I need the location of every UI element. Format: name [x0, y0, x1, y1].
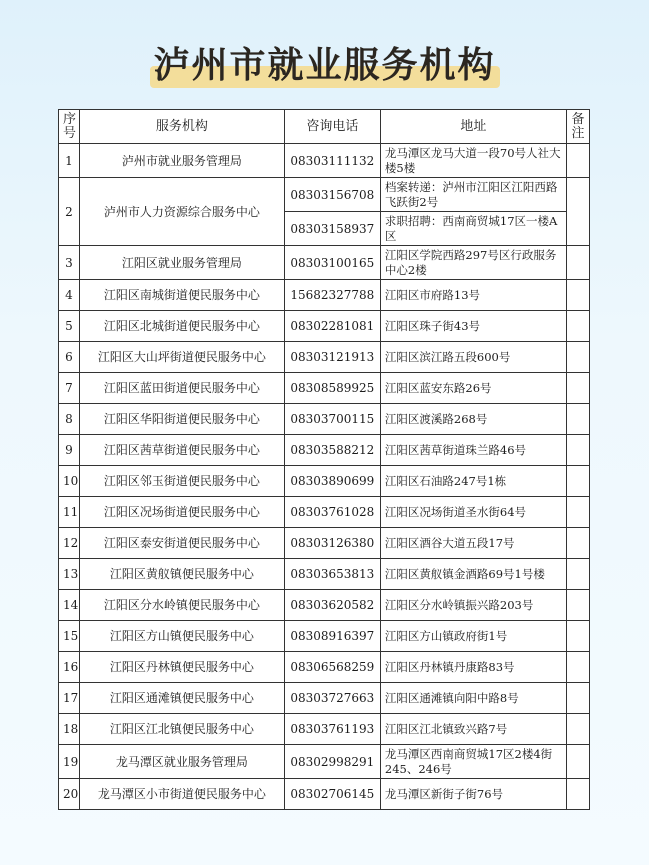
- table-row: [59, 178, 590, 212]
- cell-org: 江阳区黄舣镇便民服务中心: [79, 559, 284, 590]
- cell-seq: 5: [59, 311, 80, 342]
- cell-note: [566, 373, 589, 404]
- table-row: [59, 342, 590, 373]
- title-area: [0, 38, 649, 98]
- cell-org: 江阳区丹林镇便民服务中心: [79, 652, 284, 683]
- table-row: [59, 144, 590, 178]
- cell-org: 江阳区况场街道便民服务中心: [79, 497, 284, 528]
- cell-note: [566, 745, 589, 779]
- cell-tel: 08303126380: [284, 528, 380, 559]
- table-row: [59, 435, 590, 466]
- cell-org: 江阳区华阳街道便民服务中心: [79, 404, 284, 435]
- cell-seq: 4: [59, 280, 80, 311]
- cell-tel: 15682327788: [284, 280, 380, 311]
- cell-addr: 江阳区方山镇政府街1号: [380, 621, 566, 652]
- cell-org: 江阳区方山镇便民服务中心: [79, 621, 284, 652]
- cell-addr: 江阳区况场街道圣水街64号: [380, 497, 566, 528]
- table-row: [59, 779, 590, 810]
- cell-tel: 08303588212: [284, 435, 380, 466]
- cell-seq: 1: [59, 144, 80, 178]
- table-row: [59, 404, 590, 435]
- cell-addr: 龙马潭区龙马大道一段70号人社大楼5楼: [380, 144, 566, 178]
- cell-note: [566, 280, 589, 311]
- cell-tel: 08303653813: [284, 559, 380, 590]
- table-row: [59, 621, 590, 652]
- cell-tel: 08303100165: [284, 246, 380, 280]
- cell-addr: 江阳区通滩镇向阳中路8号: [380, 683, 566, 714]
- cell-note: [566, 342, 589, 373]
- cell-seq: 20: [59, 779, 80, 810]
- cell-org: 江阳区泰安街道便民服务中心: [79, 528, 284, 559]
- cell-tel: 08303158937: [284, 212, 380, 246]
- table-row: [59, 652, 590, 683]
- cell-addr: 江阳区茜草街道珠兰路46号: [380, 435, 566, 466]
- cell-tel: 08303111132: [284, 144, 380, 178]
- cell-seq: 9: [59, 435, 80, 466]
- cell-note: [566, 683, 589, 714]
- cell-seq: 10: [59, 466, 80, 497]
- cell-tel: 08303700115: [284, 404, 380, 435]
- header-tel: 咨询电话: [284, 110, 380, 144]
- cell-tel: 08308589925: [284, 373, 380, 404]
- cell-addr: 江阳区酒谷大道五段17号: [380, 528, 566, 559]
- cell-addr: 江阳区滨江路五段600号: [380, 342, 566, 373]
- cell-tel: 08303620582: [284, 590, 380, 621]
- cell-seq: 7: [59, 373, 80, 404]
- cell-addr: 龙马潭区西南商贸城17区2楼4街245、246号: [380, 745, 566, 779]
- cell-note: [566, 621, 589, 652]
- table-row: [59, 497, 590, 528]
- cell-note: [566, 714, 589, 745]
- cell-org: 江阳区大山坪街道便民服务中心: [79, 342, 284, 373]
- cell-tel: 08303121913: [284, 342, 380, 373]
- cell-seq: 11: [59, 497, 80, 528]
- table-row: [59, 466, 590, 497]
- cell-seq: 18: [59, 714, 80, 745]
- cell-addr: 江阳区黄舣镇金酒路69号1号楼: [380, 559, 566, 590]
- cell-tel: 08306568259: [284, 652, 380, 683]
- cell-addr: 江阳区石油路247号1栋: [380, 466, 566, 497]
- cell-seq: 15: [59, 621, 80, 652]
- cell-seq: 17: [59, 683, 80, 714]
- cell-tel: 08303727663: [284, 683, 380, 714]
- cell-org: 泸州市人力资源综合服务中心: [79, 178, 284, 246]
- cell-note: [566, 246, 589, 280]
- cell-tel: 08303156708: [284, 178, 380, 212]
- cell-org: 江阳区通滩镇便民服务中心: [79, 683, 284, 714]
- header-addr: 地址: [380, 110, 566, 144]
- cell-addr: 江阳区市府路13号: [380, 280, 566, 311]
- cell-org: 泸州市就业服务管理局: [79, 144, 284, 178]
- cell-addr: 江阳区蓝安东路26号: [380, 373, 566, 404]
- cell-seq: 6: [59, 342, 80, 373]
- cell-seq: 19: [59, 745, 80, 779]
- cell-org: 龙马潭区就业服务管理局: [79, 745, 284, 779]
- cell-addr: 江阳区江北镇致兴路7号: [380, 714, 566, 745]
- cell-note: [566, 435, 589, 466]
- cell-seq: 8: [59, 404, 80, 435]
- cell-note: [566, 144, 589, 178]
- cell-org: 江阳区南城街道便民服务中心: [79, 280, 284, 311]
- table-row: [59, 745, 590, 779]
- table-row: [59, 714, 590, 745]
- table-row: [59, 559, 590, 590]
- cell-note: [566, 779, 589, 810]
- cell-note: [566, 178, 589, 246]
- header-seq: 序号: [59, 110, 80, 144]
- cell-note: [566, 497, 589, 528]
- cell-org: 龙马潭区小市街道便民服务中心: [79, 779, 284, 810]
- cell-note: [566, 404, 589, 435]
- header-note: 备注: [566, 110, 589, 144]
- cell-tel: 08303890699: [284, 466, 380, 497]
- cell-seq: 16: [59, 652, 80, 683]
- cell-tel: 08302281081: [284, 311, 380, 342]
- cell-addr: 江阳区珠子街43号: [380, 311, 566, 342]
- cell-seq: 14: [59, 590, 80, 621]
- table-row: [59, 528, 590, 559]
- cell-addr: 档案转递：泸州市江阳区江阳西路飞跃街2号: [380, 178, 566, 212]
- page-title: 泸州市就业服务机构: [153, 45, 496, 86]
- table-row: [59, 246, 590, 280]
- cell-org: 江阳区分水岭镇便民服务中心: [79, 590, 284, 621]
- cell-org: 江阳区就业服务管理局: [79, 246, 284, 280]
- cell-note: [566, 528, 589, 559]
- cell-addr: 龙马潭区新街子街76号: [380, 779, 566, 810]
- cell-note: [566, 559, 589, 590]
- table-row: [59, 590, 590, 621]
- table-row: [59, 311, 590, 342]
- table-row: [59, 280, 590, 311]
- cell-note: [566, 590, 589, 621]
- cell-tel: 08302998291: [284, 745, 380, 779]
- agency-table: [58, 109, 590, 810]
- cell-addr: 江阳区分水岭镇振兴路203号: [380, 590, 566, 621]
- cell-org: 江阳区北城街道便民服务中心: [79, 311, 284, 342]
- cell-note: [566, 311, 589, 342]
- cell-seq: 13: [59, 559, 80, 590]
- table-header-row: [59, 110, 590, 144]
- cell-org: 江阳区蓝田街道便民服务中心: [79, 373, 284, 404]
- cell-tel: 08303761028: [284, 497, 380, 528]
- cell-note: [566, 652, 589, 683]
- table-row: [59, 373, 590, 404]
- cell-tel: 08308916397: [284, 621, 380, 652]
- header-org: 服务机构: [79, 110, 284, 144]
- cell-addr: 江阳区渡溪路268号: [380, 404, 566, 435]
- cell-note: [566, 466, 589, 497]
- table-row: [59, 683, 590, 714]
- cell-org: 江阳区邻玉街道便民服务中心: [79, 466, 284, 497]
- cell-tel: 08302706145: [284, 779, 380, 810]
- cell-org: 江阳区茜草街道便民服务中心: [79, 435, 284, 466]
- cell-org: 江阳区江北镇便民服务中心: [79, 714, 284, 745]
- cell-addr: 江阳区学院西路297号区行政服务中心2楼: [380, 246, 566, 280]
- cell-addr: 求职招聘：西南商贸城17区一楼A区: [380, 212, 566, 246]
- cell-seq: 3: [59, 246, 80, 280]
- cell-seq: 2: [59, 178, 80, 246]
- cell-addr: 江阳区丹林镇丹康路83号: [380, 652, 566, 683]
- cell-seq: 12: [59, 528, 80, 559]
- cell-tel: 08303761193: [284, 714, 380, 745]
